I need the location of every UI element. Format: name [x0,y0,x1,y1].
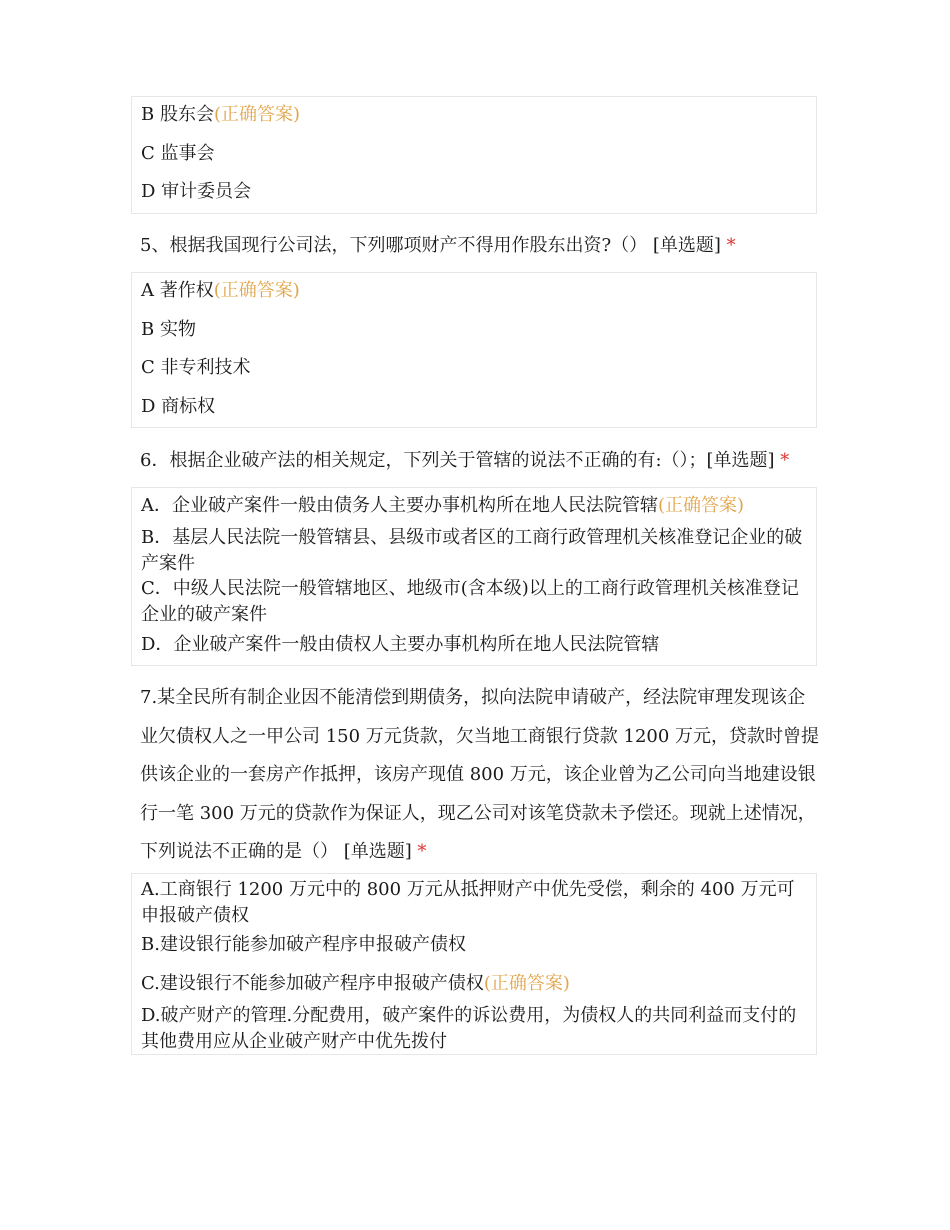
q7-options-box [131,873,817,1055]
correct-answer-tag: (正确答案) [213,280,300,301]
q5-option-b[interactable] [141,317,806,343]
q4-options-box [131,96,817,214]
option-text: B 股东会 [141,104,214,125]
q5-option-c[interactable] [141,355,806,381]
q7-title [140,679,820,872]
q7-option-d[interactable] [141,1003,806,1055]
q4-option-b[interactable] [141,102,806,128]
q4-option-d[interactable] [141,179,806,205]
option-text: D.破产财产的管理.分配费用，破产案件的诉讼费用，为债权人的共同利益而支付的其他费用应从企业破产财产中优先拨付 [141,1005,797,1052]
option-text: A 著作权 [141,280,214,301]
correct-answer-tag: (正确答案) [213,104,300,125]
q5-options-box [131,272,817,428]
option-text: C 监事会 [141,143,215,164]
correct-answer-tag: (正确答案) [483,973,570,994]
q6-option-a[interactable] [141,493,806,519]
option-text: A．企业破产案件一般由债务人主要办事机构所在地人民法院管辖 [141,495,658,516]
q5-option-a[interactable] [141,278,806,304]
q6-options-box [131,487,817,666]
q5-option-d[interactable] [141,394,806,420]
q6-option-d[interactable] [141,632,806,658]
option-text: B．基层人民法院一般管辖县、县级市或者区的工商行政管理机关核准登记企业的破产案件 [141,527,803,574]
q6-option-b[interactable] [141,525,806,577]
q7-option-a[interactable] [141,877,806,929]
option-text: C 非专利技术 [141,357,251,378]
required-marker: * [726,235,736,256]
required-marker: * [780,450,790,471]
q7-option-b[interactable] [141,932,806,958]
correct-answer-tag: (正确答案) [658,495,745,516]
question-text: 6．根据企业破产法的相关规定，下列关于管辖的说法不正确的有:（）；[单选题] [140,450,781,471]
option-text: A.工商银行 1200 万元中的 800 万元从抵押财产中优先受偿，剩余的 400 万元可申报破产债权 [141,879,795,926]
required-marker: * [417,841,427,862]
q7-option-c[interactable] [141,971,806,997]
option-text: D．企业破产案件一般由债权人主要办事机构所在地人民法院管辖 [141,634,660,655]
option-text: B.建设银行能参加破产程序申报破产债权 [141,934,466,955]
option-text: C．中级人民法院一般管辖地区、地级市(含本级)以上的工商行政管理机关核准登记企业的破产案件 [141,578,799,625]
option-text: D 审计委员会 [141,181,252,202]
option-text: C.建设银行不能参加破产程序申报破产债权 [141,973,484,994]
q4-option-c[interactable] [141,141,806,167]
option-text: D 商标权 [141,396,216,417]
option-text: B 实物 [141,319,196,340]
q6-option-c[interactable] [141,576,806,628]
q5-title [140,233,736,259]
question-text: 7.某全民所有制企业因不能清偿到期债务，拟向法院申请破产，经法院审理发现该企业欠债权人之一甲公司 150 万元货款，欠当地工商银行贷款 1200 万元，贷款时曾提供该企业的一套房产作抵押，该房产现值 800 万元，该企业曾为乙公司向当地建设银行一笔 300 万元的贷款作为保证人，现乙公司对该笔贷款未予偿还。现就上述情况，下列说法不正确的是（） [单选题] [140,687,820,862]
question-text: 5、根据我国现行公司法，下列哪项财产不得用作股东出资?（） [单选题] [140,235,727,256]
q6-title [140,448,789,474]
